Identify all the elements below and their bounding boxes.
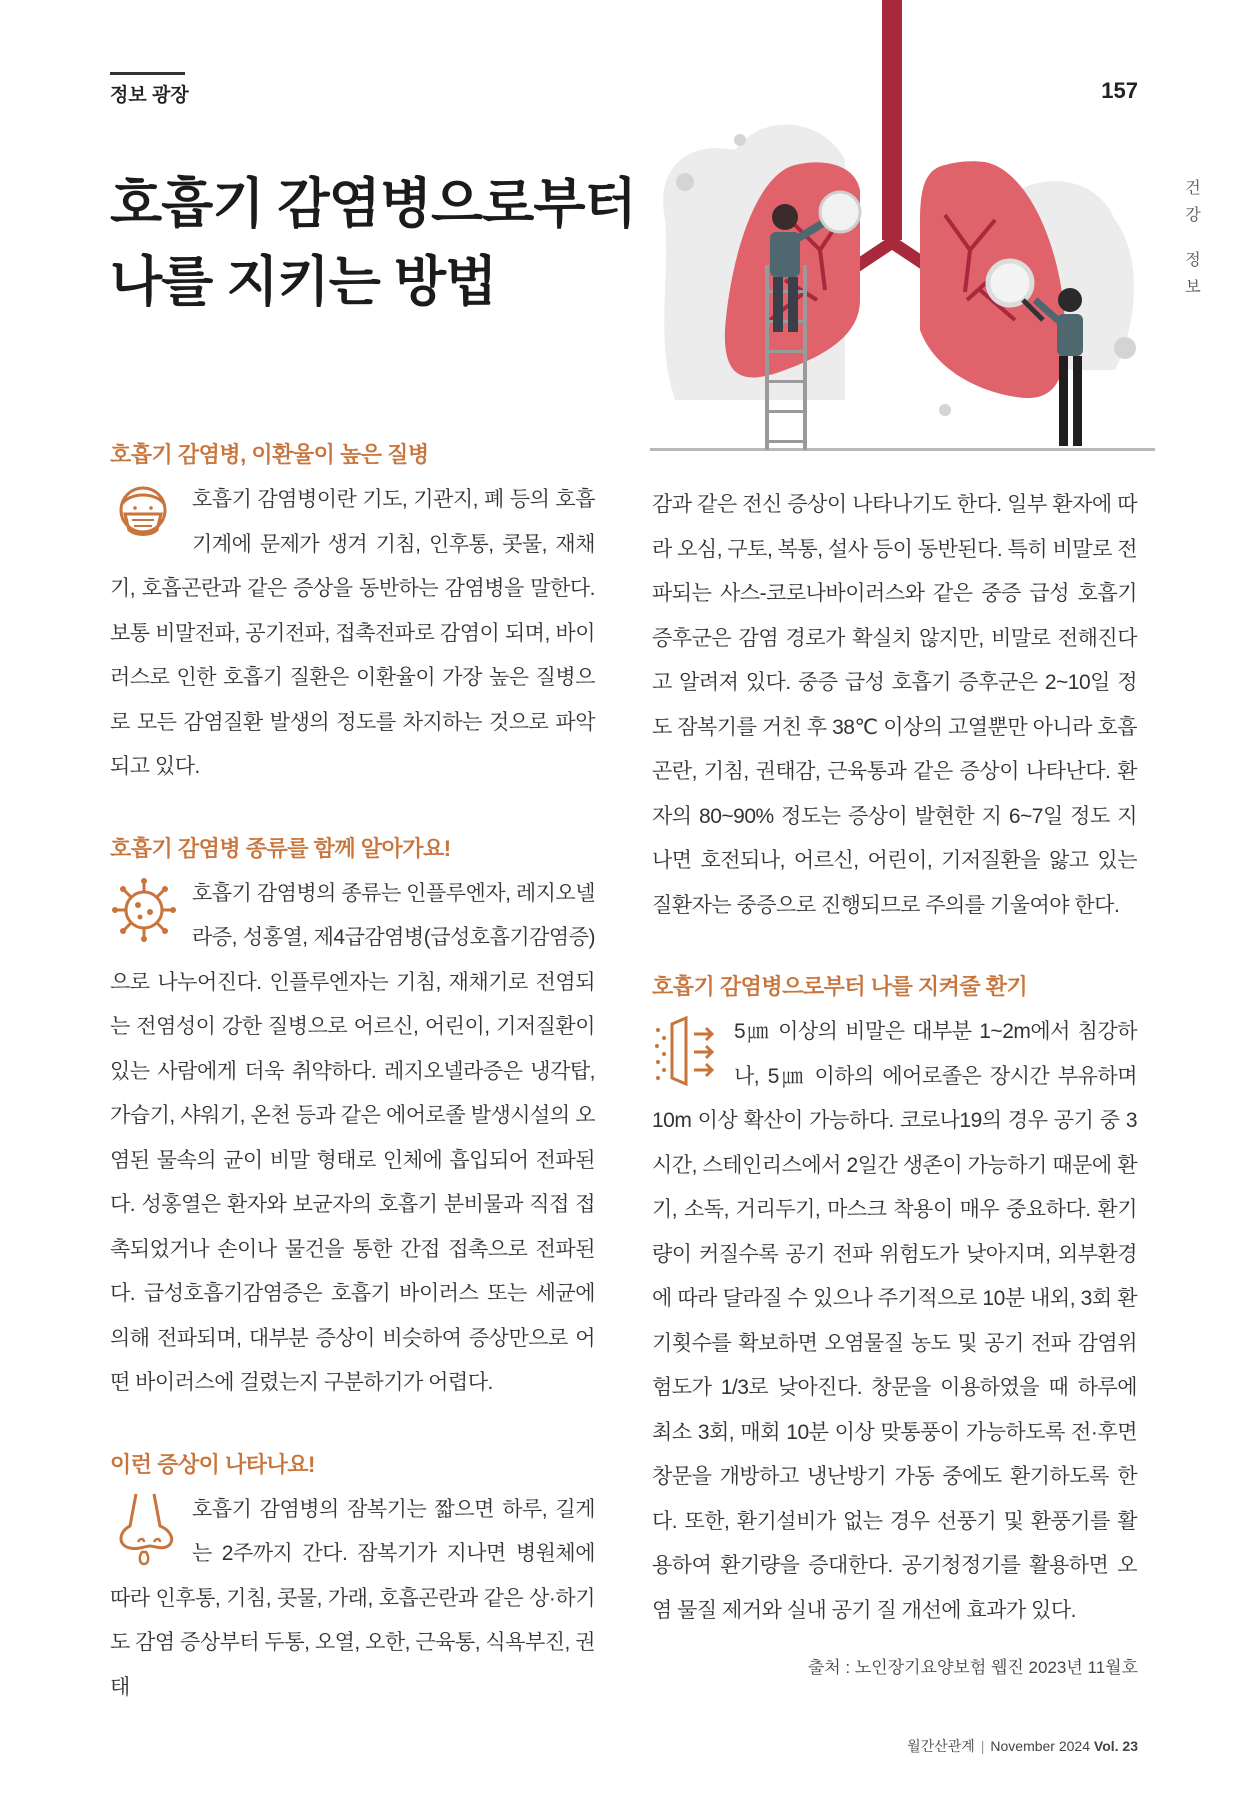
body-text: 호흡기 감염병의 종류는 인플루엔자, 레지오넬라증, 성홍열, 제4급감염병(급성호흡기감염증)으로 나누어진다. 인플루엔자는 기침, 재채기로 전염되는 전염성이 강한 질병으로 어르신, 어린이, 기저질환이 있는 사람에게 더욱 취약하다. 레지오넬라증은 냉각탑, 가습기, 샤워기, 온천 등과 같은 에어로졸 발생시설의 오염된 물속의 균이 비말 형태로 인체에 흡입되어 전파된다. 성홍열은 환자와 보균자의 호흡기 분비물과 직접 접촉되었거나 손이나 물건을 통한 간접 접촉으로 전파된다. 급성호흡기감염증은 호흡기 바이러스 또는 세균에 의해 전파되며, 대부분 증상이 비슷하여 증상만으로 어떤 바이러스에 걸렸는지 구분하기가 어렵다. <box>110 881 595 1394</box>
page-number: 157 <box>1101 78 1138 103</box>
footer-magazine: 월간산관계 <box>907 1738 975 1754</box>
right-column <box>652 483 1137 1633</box>
body-text: 5㎛ 이상의 비말은 대부분 1~2m에서 침강하나, 5㎛ 이하의 에어로졸은 장시간 부유하며 10m 이상 확산이 가능하다. 코로나19의 경우 공기 중 3시간, 스테인리스에서 2일간 생존이 가능하기 때문에 환기, 소독, 거리두기, 마스크 착용이 매우 중요하다. 환기량이 커질수록 공기 전파 위험도가 낮아지며, 외부환경에 따라 달라질 수 있으나 주기적으로 10분 내외, 3회 환기횟수를 확보하면 오염물질 농도 및 공기 전파 감염위험도가 1/3로 낮아진다. 창문을 이용하였을 때 하루에 최소 3회, 매회 10분 이상 맞통풍이 가능하도록 전·후면 창문을 개방하고 냉난방기 가동 중에도 환기하도록 한다. 또한, 환기설비가 없는 경우 선풍기 및 환풍기를 활용하여 환기량을 증대한다. 공기청정기를 활용하면 오염 물질 제거와 실내 공기 질 개선에 효과가 있다. <box>652 1020 1137 1622</box>
title-line-2: 나를 지키는 방법 <box>110 252 497 312</box>
source-citation: 출처 : 노인장기요양보험 웹진 2023년 11월호 <box>807 1658 1138 1677</box>
ventilation-icon <box>652 1010 722 1090</box>
section-heading: 호흡기 감염병으로부터 나를 지켜줄 환기 <box>652 974 1028 999</box>
side-vertical-label <box>1181 175 1205 301</box>
footer-volume: Vol. 23 <box>1093 1738 1138 1754</box>
side-char: 정 <box>1185 252 1201 269</box>
lungs-illustration <box>645 0 1170 460</box>
virus-icon <box>110 872 180 952</box>
left-column <box>110 440 595 1710</box>
body-text: 호흡기 감염병의 잠복기는 짧으면 하루, 길게는 2주까지 간다. 잠복기가 지나면 병원체에 따라 인후통, 기침, 콧물, 가래, 호흡곤란과 같은 상·하기도 감염 증상부터 두통, 오열, 오한, 근육통, 식욕부진, 권태 <box>110 1497 595 1699</box>
section-heading: 호흡기 감염병 종류를 함께 알아가요! <box>110 835 451 861</box>
side-char: 강 <box>1185 207 1201 224</box>
masked-face-icon <box>110 478 180 558</box>
section-heading: 호흡기 감염병, 이환율이 높은 질병 <box>110 442 429 467</box>
section-label: 정보 광장 <box>110 85 189 106</box>
footer-issue: November 2024 <box>990 1738 1091 1754</box>
side-char: 건 <box>1185 180 1201 197</box>
side-char: 보 <box>1185 279 1201 296</box>
section-heading: 이런 증상이 나타나요! <box>110 1451 315 1477</box>
runny-nose-icon <box>110 1488 180 1568</box>
body-text: 호흡기 감염병이란 기도, 기관지, 폐 등의 호흡기계에 문제가 생겨 기침, 인후통, 콧물, 재채기, 호흡곤란과 같은 증상을 동반하는 감염병을 말한다. 보통 비말전파, 공기전파, 접촉전파로 감염이 되며, 바이러스로 인한 호흡기 질환은 이환율이 가장 높은 질병으로 모든 감염질환 발생의 정도를 차지하는 것으로 파악되고 있다. <box>110 488 595 778</box>
page-title <box>110 165 636 321</box>
title-line-1: 호흡기 감염병으로부터 <box>110 174 636 234</box>
footer: 월간산관계 | November 2024 Vol. 23 <box>907 1738 1138 1754</box>
body-text: 감과 같은 전신 증상이 나타나기도 한다. 일부 환자에 따라 오심, 구토, 복통, 설사 등이 동반된다. 특히 비말로 전파되는 사스-코로나바이러스와 같은 중증 급성 호흡기 증후군은 감염 경로가 확실치 않지만, 비말로 전해진다고 알려져 있다. 중증 급성 호흡기 증후군은 2~10일 정도 잠복기를 거친 후 38℃ 이상의 고열뿐만 아니라 호흡 곤란, 기침, 권태감, 근육통과 같은 증상이 나타난다. 환자의 80~90% 정도는 증상이 발현한 지 6~7일 정도 지나면 호전되나, 어르신, 어린이, 기저질환을 앓고 있는 질환자는 중증으로 진행되므로 주의를 기울여야 한다. <box>652 493 1137 917</box>
section-rule <box>110 72 185 75</box>
